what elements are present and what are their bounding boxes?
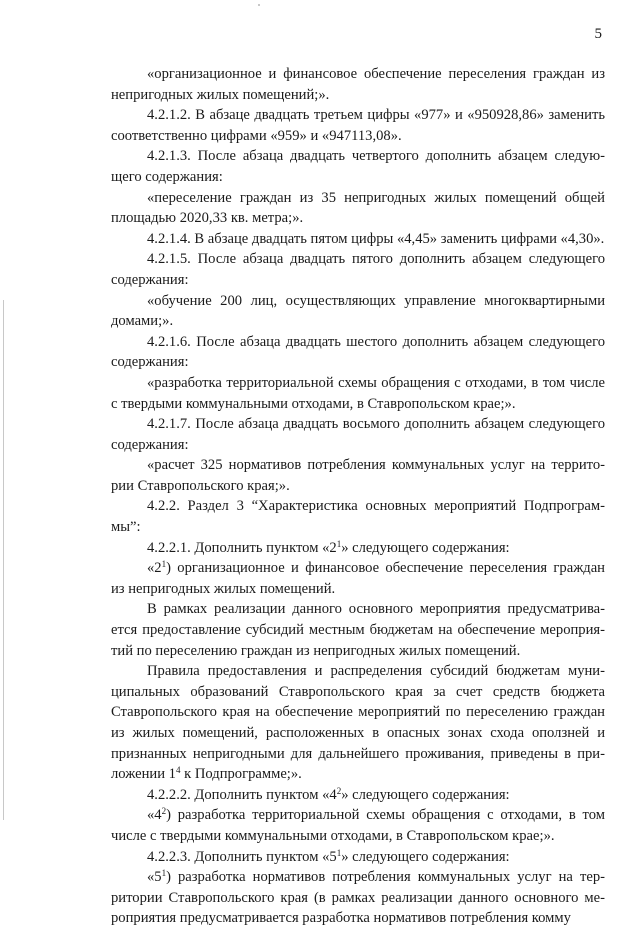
- superscript: 2: [161, 806, 167, 817]
- text-segment: «2: [147, 560, 162, 577]
- text-segment: «организационное и финансовое обеспечение переселения граждан из непригодных жилых помещений;».: [111, 66, 605, 103]
- paragraph: [111, 188, 605, 229]
- paragraph: [111, 867, 605, 929]
- text-segment: 4.2.1.2. В абзаце двадцать третьем цифры «977» и «950928,86» заменить соответственно цифрами «959» и «947113,08».: [111, 107, 605, 144]
- paragraph: [111, 414, 605, 455]
- text-segment: » следующего содержания:: [341, 786, 510, 803]
- text-segment: «разработка территориальной схемы обращения с отходами, в том числе с твердыми коммунальными отходами, в Ставропольском крае;».: [111, 374, 605, 412]
- text-segment: 4.2.1.6. После абзаца двадцать шестого дополнить абзацем следующего содержания:: [111, 333, 605, 371]
- text-segment: к Подпрограмме;».: [180, 766, 302, 783]
- text-segment: 4.2.2. Раздел 3 “Характеристика основных мероприятий Подпрограммы”:: [111, 498, 605, 536]
- paragraph: [111, 805, 605, 846]
- text-segment: 4.2.1.4. В абзаце двадцать пятом цифры «4,45» заменить цифрами «4,30».: [147, 230, 605, 247]
- text-segment: «обучение 200 лиц, осуществляющих управление многоквартирными домами;».: [111, 292, 605, 330]
- document-body: [111, 64, 605, 929]
- superscript: 1: [161, 559, 167, 570]
- paragraph: [111, 538, 605, 559]
- superscript: 2: [336, 785, 342, 796]
- text-segment: » следующего содержания:: [341, 539, 510, 556]
- text-segment: 4.2.2.3. Дополнить пунктом «5: [147, 848, 337, 865]
- paragraph: [111, 105, 605, 146]
- text-segment: 4.2.1.7. После абзаца двадцать восьмого дополнить абзацем следующего содержания:: [111, 416, 605, 453]
- paragraph: [111, 249, 605, 290]
- text-segment: «5: [147, 869, 162, 886]
- paragraph: [111, 785, 605, 806]
- text-segment: ) разработка нормативов потребления коммунальных услуг на территории Ставропольского края (в рамках реализации данного основного мероприятия предусматривается разработка нормативов потребления комму: [111, 869, 605, 927]
- scan-edge-mark: [3, 300, 4, 820]
- text-segment: » следующего содержания:: [341, 848, 510, 865]
- paragraph: [111, 558, 605, 599]
- paragraph: [111, 599, 605, 661]
- text-segment: «переселение граждан из 35 непригодных жилых помещений общей площадью 2020,33 кв. метра;».: [111, 189, 605, 227]
- paragraph: [111, 291, 605, 332]
- text-segment: ) разработка территориальной схемы обращения с отходами, в том числе с твердыми коммунальными отходами, в Ставропольском крае;».: [111, 807, 605, 844]
- superscript: 1: [336, 538, 342, 549]
- paragraph: [111, 373, 605, 414]
- superscript: 1: [336, 847, 342, 858]
- text-segment: «4: [147, 807, 162, 824]
- text-segment: «расчет 325 нормативов потребления коммунальных услуг на территории Ставропольского края;».: [111, 457, 605, 494]
- scan-dot: [258, 4, 260, 6]
- paragraph: [111, 146, 605, 187]
- superscript: 4: [175, 765, 181, 776]
- paragraph: [111, 64, 605, 105]
- text-segment: 4.2.2.2. Дополнить пунктом «4: [147, 786, 337, 803]
- text-segment: В рамках реализации данного основного мероприятия предусматривается предоставление субсидий местным бюджетам на обеспечение мероприятий по переселению граждан из непригодных жилых помещений.: [111, 601, 605, 659]
- paragraph: [111, 847, 605, 868]
- paragraph: [111, 229, 605, 250]
- text-segment: 4.2.1.5. После абзаца двадцать пятого дополнить абзацем следующего содержания:: [111, 251, 605, 288]
- text-segment: 4.2.2.1. Дополнить пунктом «2: [147, 539, 337, 556]
- page-number: 5: [594, 26, 602, 42]
- superscript: 1: [161, 868, 167, 879]
- paragraph: [111, 455, 605, 496]
- text-segment: ) организационное и финансовое обеспечение переселения граждан из непригодных жилых помещений.: [111, 560, 605, 597]
- paragraph: [111, 661, 605, 785]
- text-segment: 4.2.1.3. После абзаца двадцать четвертого дополнить абзацем следующего содержания:: [111, 148, 605, 185]
- paragraph: [111, 496, 605, 537]
- paragraph: [111, 332, 605, 373]
- text-segment: Правила предоставления и распределения субсидий бюджетам муниципальных образований Ставропольского края за счет средств бюджета Ставропольского края на обеспечение мероприятий по переселению граждан из жилых помещений, расположенных в опасных зонах схода оползней и признанных непригодными для дальнейшего проживания, приведены в приложении 1: [111, 663, 605, 783]
